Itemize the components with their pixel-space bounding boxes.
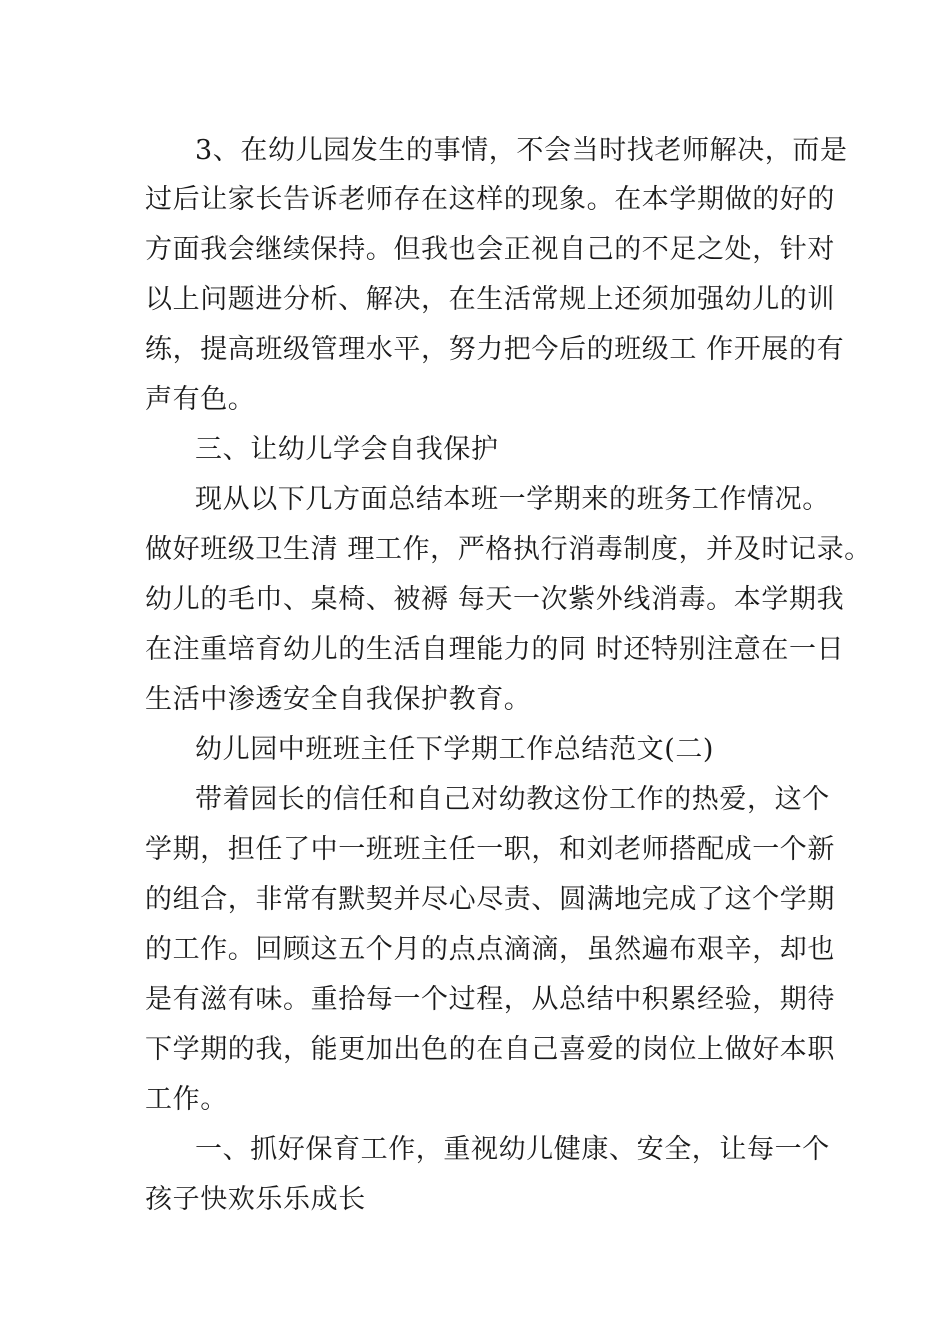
paragraph-line: 学期，担任了中一班班主任一职，和刘老师搭配成一个新 [145, 834, 835, 865]
paragraph-line: 工作。 [145, 1084, 228, 1115]
paragraph-line: 是有滋有味。重拾每一个过程，从总结中积累经验，期待 [145, 984, 835, 1015]
section-heading: 三、让幼儿学会自我保护 [195, 434, 499, 465]
paragraph-line: 在注重培育幼儿的生活自理能力的同 时还特别注意在一日 [145, 634, 845, 665]
paragraph-line: 做好班级卫生清 理工作，严格执行消毒制度，并及时记录。 [145, 534, 872, 565]
document-subtitle: 幼儿园中班班主任下学期工作总结范文(二) [195, 734, 715, 765]
paragraph-line: 过后让家长告诉老师存在这样的现象。在本学期做的好的 [145, 184, 835, 215]
section-heading: 孩子快欢乐乐成长 [145, 1184, 366, 1215]
paragraph-line: 的工作。回顾这五个月的点点滴滴，虽然遍布艰辛，却也 [145, 934, 835, 965]
paragraph-line: 以上问题进分析、解决，在生活常规上还须加强幼儿的训 [145, 284, 835, 315]
paragraph-line: 声有色。 [145, 384, 256, 415]
paragraph-line: 现从以下几方面总结本班一学期来的班务工作情况。 [195, 484, 830, 515]
paragraph-line: 幼儿的毛巾、桌椅、被褥 每天一次紫外线消毒。本学期我 [145, 584, 845, 615]
paragraph-line: 3、在幼儿园发生的事情，不会当时找老师解决，而是 [195, 135, 848, 166]
paragraph-line: 生活中渗透安全自我保护教育。 [145, 684, 532, 715]
paragraph-line: 练，提高班级管理水平，努力把今后的班级工 作开展的有 [145, 334, 845, 365]
paragraph-line: 带着园长的信任和自己对幼教这份工作的热爱，这个 [195, 784, 830, 815]
paragraph-line: 下学期的我，能更加出色的在自己喜爱的岗位上做好本职 [145, 1034, 835, 1065]
paragraph-line: 的组合，非常有默契并尽心尽责、圆满地完成了这个学期 [145, 884, 835, 915]
paragraph-line: 方面我会继续保持。但我也会正视自己的不足之处，针对 [145, 234, 835, 265]
section-heading: 一、抓好保育工作，重视幼儿健康、安全，让每一个 [195, 1134, 830, 1165]
